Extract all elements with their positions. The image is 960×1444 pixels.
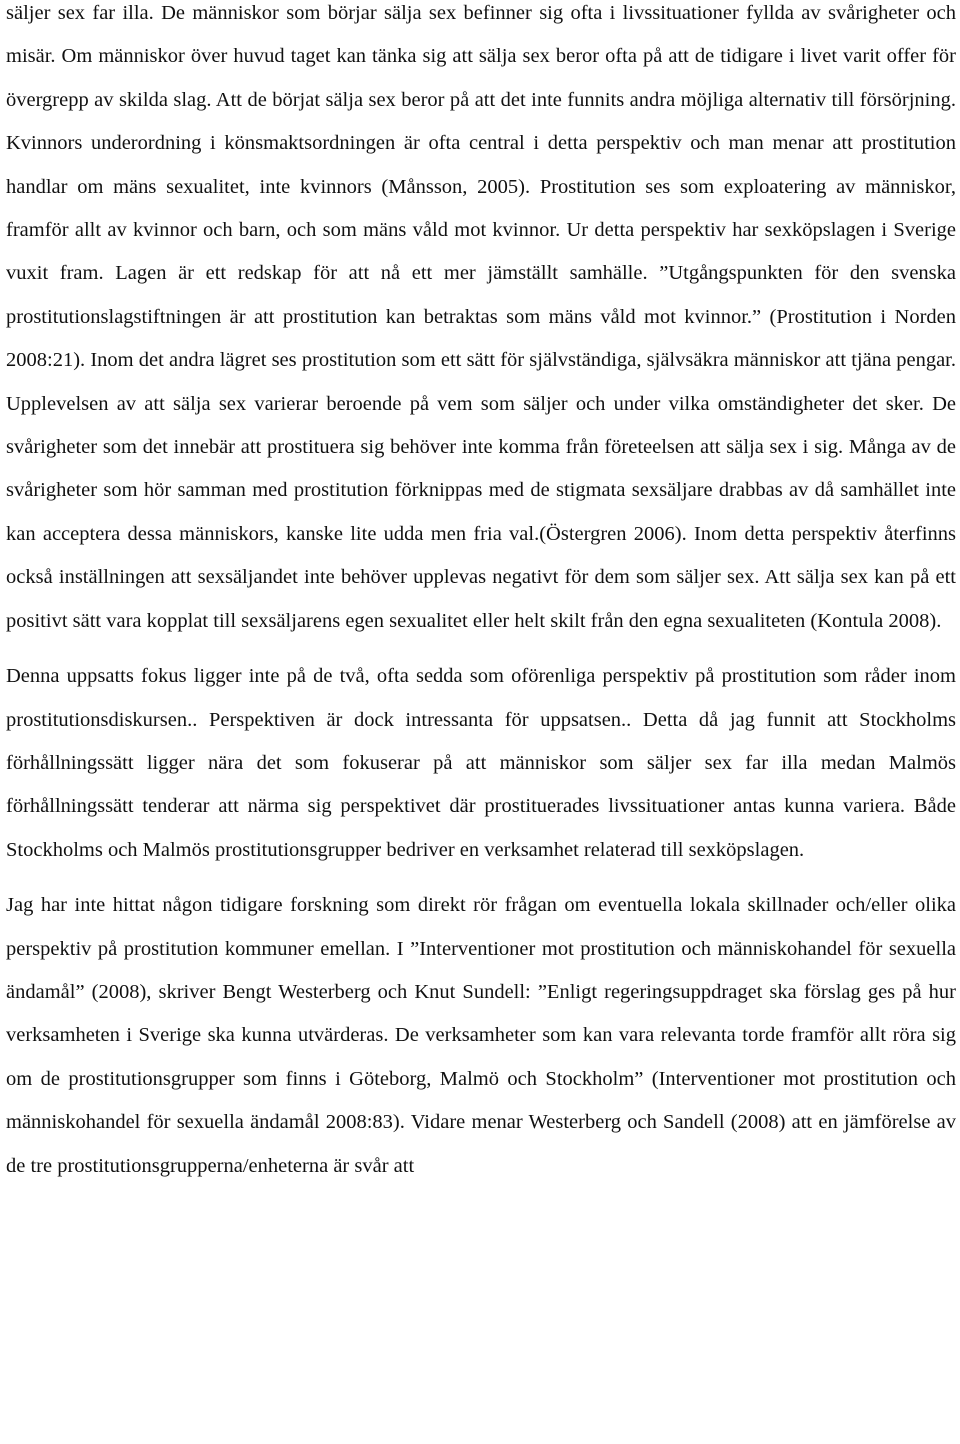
document-page <box>6 0 956 1188</box>
paragraph-focus: Denna uppsatts fokus ligger inte på de två, ofta sedda som oförenliga perspektiv på prostitution som råder inom prostitutionsdiskursen.. Perspektiven är dock intressanta för uppsatsen.. Detta då jag funnit att Stockholms förhållningssätt ligger nära det som fokuserar på att människor som säljer sex far illa medan Malmös förhållningssätt tenderar att närma sig perspektivet där prostituerades livssituationer antas kunna variera. Både Stockholms och Malmös prostitutionsgrupper bedriver en verksamhet relaterad till sexköpslagen. <box>6 665 956 861</box>
paragraph-previous-research: Jag har inte hittat någon tidigare forskning som direkt rör frågan om eventuella lokala skillnader och/eller olika perspektiv på prostitution kommuner emellan. I ”Interventioner mot prostitution och människohandel för sexuella ändamål” (2008), skriver Bengt Westerberg och Knut Sundell: ”Enligt regeringsuppdraget ska förslag ges på hur verksamheten i Sverige ska kunna utvärderas. De verksamheter som kan vara relevanta torde framför allt röra sig om de prostitutionsgrupper som finns i Göteborg, Malmö och Stockholm” (Interventioner mot prostitution och människohandel för sexuella ändamål 2008:83). Vidare menar Westerberg och Sandell (2008) att en jämförelse av de tre prostitutionsgrupperna/enheterna är svår att <box>6 894 956 1177</box>
paragraph-perspectives: säljer sex far illa. De människor som börjar sälja sex befinner sig ofta i livssituationer fyllda av svårigheter och misär. Om människor över huvud taget kan tänka sig att sälja sex beror ofta på att de tidigare i livet varit offer för övergrepp av skilda slag. Att de börjat sälja sex beror på att det inte funnits andra möjliga alternativ till försörjning. Kvinnors underordning i könsmaktsordningen är ofta central i detta perspektiv och man menar att prostitution handlar om mäns sexualitet, inte kvinnors (Månsson, 2005). Prostitution ses som exploatering av människor, framför allt av kvinnor och barn, och som mäns våld mot kvinnor. Ur detta perspektiv har sexköpslagen i Sverige vuxit fram. Lagen är ett redskap för att nå ett mer jämställt samhälle. ”Utgångspunkten för den svenska prostitutionslagstiftningen är att prostitution kan betraktas som mäns våld mot kvinnor.” (Prostitution i Norden 2008:21). Inom det andra lägret ses prostitution som ett sätt för självständiga, självsäkra människor att tjäna pengar. Upplevelsen av att sälja sex varierar beroende på vem som säljer och under vilka omständigheter det sker. De svårigheter som det innebär att prostituera sig behöver inte komma från företeelsen att sälja sex i sig. Många av de svårigheter som hör samman med prostitution förknippas med de stigmata sexsäljare drabbas av då samhället inte kan acceptera dessa människors, kanske lite udda men fria val.(Östergren 2006). Inom detta perspektiv återfinns också inställningen att sexsäljandet inte behöver upplevas negativt för dem som säljer sex. Att sälja sex kan på ett positivt sätt vara kopplat till sexsäljarens egen sexualitet eller helt skilt från den egna sexualiteten (Kontula 2008). <box>6 2 956 632</box>
